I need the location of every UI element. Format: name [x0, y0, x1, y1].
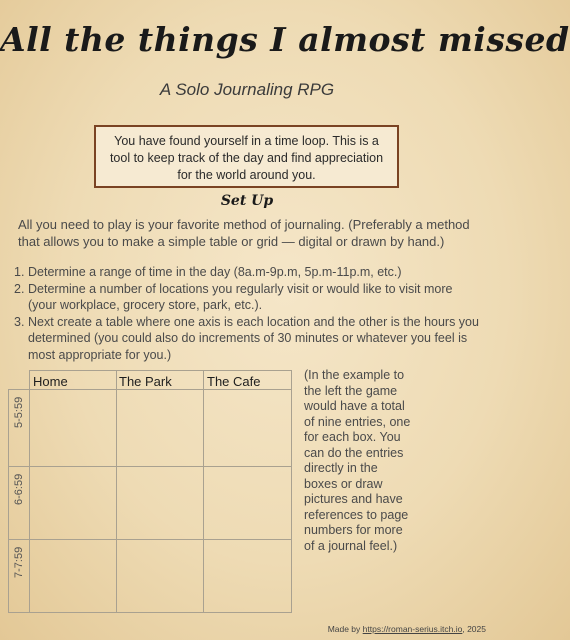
step-number: 1. — [14, 265, 25, 279]
setup-heading: Set Up — [220, 193, 274, 209]
row-header-cell — [8, 466, 30, 540]
row-header-cell — [8, 539, 30, 613]
credit-line — [328, 624, 486, 634]
step-number: 3. — [14, 314, 25, 329]
step-text: Determine a number of locations you regularly visit or would like to visit more (your workplace, grocery store, park, etc.). — [28, 281, 453, 312]
page-title: All the things I almost missed — [0, 20, 570, 59]
table-cell — [29, 389, 117, 467]
table-cell — [29, 539, 117, 613]
setup-steps — [14, 264, 484, 363]
row-header-cell — [8, 389, 30, 467]
step-text: Next create a table where one axis is each location and the other is the hours you determined (you could also do increments of 30 minutes or whatever you feel is most appropriate for you.) — [28, 314, 479, 362]
table-cell — [116, 466, 204, 540]
table-cell — [116, 389, 204, 467]
table-cell — [116, 539, 204, 613]
table-cell — [204, 466, 292, 540]
step-item — [14, 264, 484, 281]
step-number: 2. — [14, 281, 25, 296]
step-item — [14, 314, 484, 364]
step-item — [14, 281, 484, 314]
intro-box: You have found yourself in a time loop. This is a tool to keep track of the day and find appreciation for the world around you. — [94, 125, 399, 188]
column-header-park: The Park — [116, 370, 204, 390]
row-label: 6-6:59 — [13, 473, 25, 505]
row-label: 7-7:59 — [13, 546, 25, 578]
credit-suffix: , 2025 — [462, 624, 486, 634]
setup-text: All you need to play is your favorite method of journaling. (Preferably a method that allows you to make a simple table or grid — digital or drawn by hand.) — [18, 217, 470, 249]
column-header-cafe: The Cafe — [204, 370, 292, 390]
side-note: (In the example to the left the game would have a total of nine entries, one for each box. You can do the entries directly in the boxes or draw pictures and have references to page numbers for more of a journal feel.) — [304, 368, 411, 553]
step-text: Determine a range of time in the day (8a.m-9p.m, 5p.m-11p.m, etc.) — [28, 265, 402, 279]
credit-link[interactable]: https://roman-serius.itch.io — [362, 624, 463, 634]
credit-prefix: Made by — [327, 624, 361, 634]
table-cell — [204, 539, 292, 613]
example-table — [8, 370, 292, 613]
subtitle: A Solo Journaling RPG — [159, 80, 335, 99]
table-cell — [204, 389, 292, 467]
table-cell — [29, 466, 117, 540]
row-label: 5-5:59 — [13, 396, 25, 428]
column-header-home: Home — [29, 370, 117, 390]
